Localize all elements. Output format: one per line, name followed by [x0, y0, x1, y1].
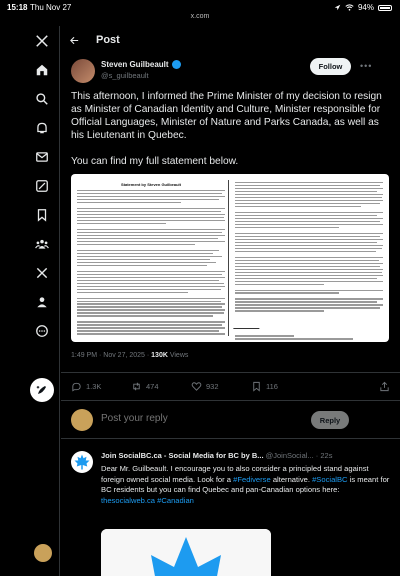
main-column — [61, 26, 400, 576]
bookmark-icon — [251, 381, 262, 392]
statement-line — [235, 284, 324, 285]
battery-icon — [378, 5, 392, 11]
statement-line — [235, 197, 382, 198]
location-icon — [334, 4, 341, 11]
notifications-icon[interactable] — [33, 119, 51, 137]
grok-icon[interactable] — [33, 177, 51, 195]
repost-icon — [131, 381, 142, 392]
statement-line — [235, 275, 383, 276]
statement-line — [77, 333, 225, 334]
statement-line — [77, 220, 225, 221]
statement-line — [235, 310, 324, 311]
statement-line — [235, 248, 382, 249]
statement-line — [77, 277, 225, 278]
statement-line — [235, 301, 377, 302]
statement-line — [77, 235, 225, 236]
home-icon[interactable] — [33, 61, 51, 79]
statement-line — [77, 327, 225, 328]
sidebar — [0, 26, 60, 576]
statement-line — [235, 227, 339, 228]
statement-line — [235, 245, 383, 246]
status-date: Thu Nov 27 — [30, 3, 72, 12]
statement-line — [77, 315, 213, 316]
statement-line — [77, 286, 225, 287]
statement-line — [77, 289, 221, 290]
statement-line — [77, 202, 181, 203]
statement-line — [235, 272, 382, 273]
search-icon[interactable] — [33, 90, 51, 108]
statement-line — [235, 218, 383, 219]
statement-line — [235, 257, 383, 258]
repost-action[interactable] — [131, 381, 191, 392]
statement-line — [77, 292, 188, 293]
battery-percent: 94% — [357, 3, 374, 12]
statement-line — [77, 211, 221, 212]
statement-line — [235, 188, 383, 189]
statement-line — [77, 223, 166, 224]
statement-line — [77, 306, 222, 307]
statement-line — [235, 185, 380, 186]
verified-badge-icon — [172, 60, 181, 69]
statement-line — [77, 321, 225, 322]
statement-line — [235, 281, 383, 282]
statement-line — [77, 199, 219, 200]
like-count: 932 — [206, 382, 219, 391]
post-meta — [61, 352, 400, 364]
statement-line — [235, 290, 383, 291]
statement-image[interactable] — [71, 174, 389, 342]
comment-text — [101, 464, 391, 506]
profile-icon[interactable] — [33, 293, 51, 311]
statement-line — [77, 229, 225, 230]
author-handle[interactable]: @s_guilbeault — [101, 71, 149, 80]
back-arrow-icon[interactable] — [69, 35, 80, 46]
share-action[interactable] — [379, 381, 390, 392]
repost-count: 474 — [146, 382, 159, 391]
commenter-handle[interactable]: @JoinSocial... — [265, 451, 314, 460]
compose-post-button[interactable] — [30, 378, 54, 402]
statement-line — [77, 301, 221, 302]
commenter-name[interactable]: Join SocialBC.ca - Social Media for BC by B... — [101, 451, 264, 460]
statement-line — [77, 312, 224, 313]
statement-line — [235, 182, 383, 183]
post-author — [61, 54, 400, 88]
status-right — [334, 3, 392, 12]
communities-icon[interactable] — [33, 235, 51, 253]
statement-line — [77, 196, 225, 197]
statement-line — [77, 330, 219, 331]
statement-line — [235, 206, 361, 207]
statement-line — [77, 265, 207, 266]
views-count: 130K — [151, 352, 168, 359]
heart-icon — [191, 381, 202, 392]
statement-line — [77, 274, 222, 275]
statement-line — [235, 212, 383, 213]
like-action[interactable] — [191, 381, 251, 392]
hashtag-canadian[interactable]: #Canadian — [155, 495, 194, 505]
statement-line — [77, 256, 222, 257]
commenter-avatar[interactable] — [71, 451, 93, 473]
reply-count: 1.3K — [86, 382, 102, 391]
statement-line — [77, 241, 225, 242]
signature — [233, 319, 263, 329]
reply-composer — [61, 401, 400, 439]
reply-action[interactable] — [71, 381, 131, 392]
url-bar[interactable]: x.com — [190, 13, 210, 20]
statement-heading: Statement by Steven Guilbeault — [120, 182, 181, 187]
maple-leaf-icon — [101, 529, 271, 576]
statement-line — [77, 250, 219, 251]
compose-post-icon — [36, 384, 48, 396]
follow-button[interactable]: Follow — [310, 58, 351, 75]
my-avatar — [71, 409, 93, 431]
maple-leaf-icon — [73, 453, 91, 471]
comment-text-part: Dear Mr. Guilbeault. I encourage you to also consider a principled stand against foreign owned social media. Look for a — [101, 464, 369, 484]
statement-line — [77, 232, 222, 233]
statement-line — [235, 200, 383, 201]
author-name-row[interactable] — [101, 60, 181, 69]
hashtag-fediverse[interactable]: #Fediverse — [233, 474, 271, 484]
statement-line — [77, 303, 225, 304]
statement-line — [235, 233, 383, 234]
status-bar — [0, 0, 400, 14]
statement-line — [77, 190, 225, 191]
statement-line — [235, 266, 380, 267]
comment-time[interactable]: · 22s — [315, 451, 333, 460]
commenter-header — [101, 451, 332, 460]
statement-line — [77, 283, 224, 284]
statement-line — [77, 271, 225, 272]
reply-post[interactable] — [61, 439, 400, 505]
statement-line — [235, 236, 380, 237]
statement-line — [235, 203, 380, 204]
statement-line — [77, 217, 224, 218]
post-timestamp[interactable]: 1:49 PM · Nov 27, 2025 · — [71, 352, 152, 359]
statement-left-column — [77, 182, 225, 336]
reply-button[interactable]: Reply — [311, 411, 349, 429]
more-icon[interactable] — [33, 322, 51, 340]
statement-line — [235, 313, 383, 316]
post-text-2: You can find my full statement below. — [71, 156, 239, 167]
statement-line — [77, 238, 218, 239]
statement-line — [235, 242, 377, 243]
statement-line — [235, 251, 376, 252]
statement-line — [235, 292, 339, 293]
statement-line — [77, 244, 195, 245]
statement-line — [235, 224, 383, 225]
statement-line — [235, 221, 380, 222]
statement-line — [235, 194, 383, 195]
statement-line — [235, 215, 377, 216]
x-logo-icon[interactable] — [33, 32, 51, 50]
statement-line — [235, 191, 377, 192]
bookmarks-icon[interactable] — [33, 206, 51, 224]
author-avatar[interactable] — [71, 59, 95, 83]
share-icon — [379, 381, 390, 392]
reply-icon — [71, 381, 82, 392]
statement-line — [77, 259, 210, 260]
comment-link[interactable]: thesocialweb.ca — [101, 495, 156, 505]
statement-line — [77, 280, 219, 281]
more-options-icon[interactable]: ••• — [360, 61, 373, 71]
statement-line — [235, 307, 380, 308]
statement-line — [235, 269, 383, 270]
status-time: 15:18 — [7, 3, 28, 12]
statement-right-column — [235, 182, 383, 341]
statement-line — [77, 324, 222, 325]
action-bar — [61, 373, 400, 401]
statement-line — [77, 214, 225, 215]
statement-line — [235, 263, 383, 264]
bookmark-count: 116 — [266, 382, 278, 391]
statement-line — [235, 335, 294, 336]
statement-line — [77, 253, 213, 254]
bookmark-action[interactable] — [251, 381, 311, 392]
post-header — [61, 26, 400, 54]
statement-line — [235, 298, 383, 299]
author-name[interactable]: Steven Guilbeault — [101, 60, 169, 69]
statement-line — [77, 309, 225, 310]
post-text: This afternoon, I informed the Prime Minister of my decision to resign as Minister of Canadian Identity and Culture, Minister responsible for Official Languages, Minister of Nature and Parks Canada, as well as his Lieutenant in Quebec. — [71, 91, 382, 141]
statement-line — [77, 298, 225, 299]
views-label: Views — [167, 352, 189, 359]
account-avatar[interactable] — [34, 544, 52, 562]
comment-text-part: alternative. — [270, 474, 313, 484]
statement-line — [77, 262, 216, 263]
hashtag-socialbc[interactable]: #SocialBC — [312, 474, 348, 484]
statement-line — [77, 193, 222, 194]
statement-line — [235, 338, 353, 339]
statement-line — [235, 260, 379, 261]
statement-divider — [228, 180, 229, 336]
premium-icon[interactable] — [33, 264, 51, 282]
reply-input[interactable] — [101, 413, 301, 424]
messages-icon[interactable] — [33, 148, 51, 166]
comment-image[interactable] — [101, 529, 271, 576]
comment-text-part: is meant for BC residents but you can find Quebec and pan-Canadian options here: — [101, 474, 390, 494]
statement-line — [235, 239, 383, 240]
page-title: Post — [96, 34, 120, 46]
statement-line — [235, 304, 383, 305]
statement-line — [235, 278, 377, 279]
wifi-icon — [345, 4, 354, 11]
statement-line — [77, 208, 225, 209]
